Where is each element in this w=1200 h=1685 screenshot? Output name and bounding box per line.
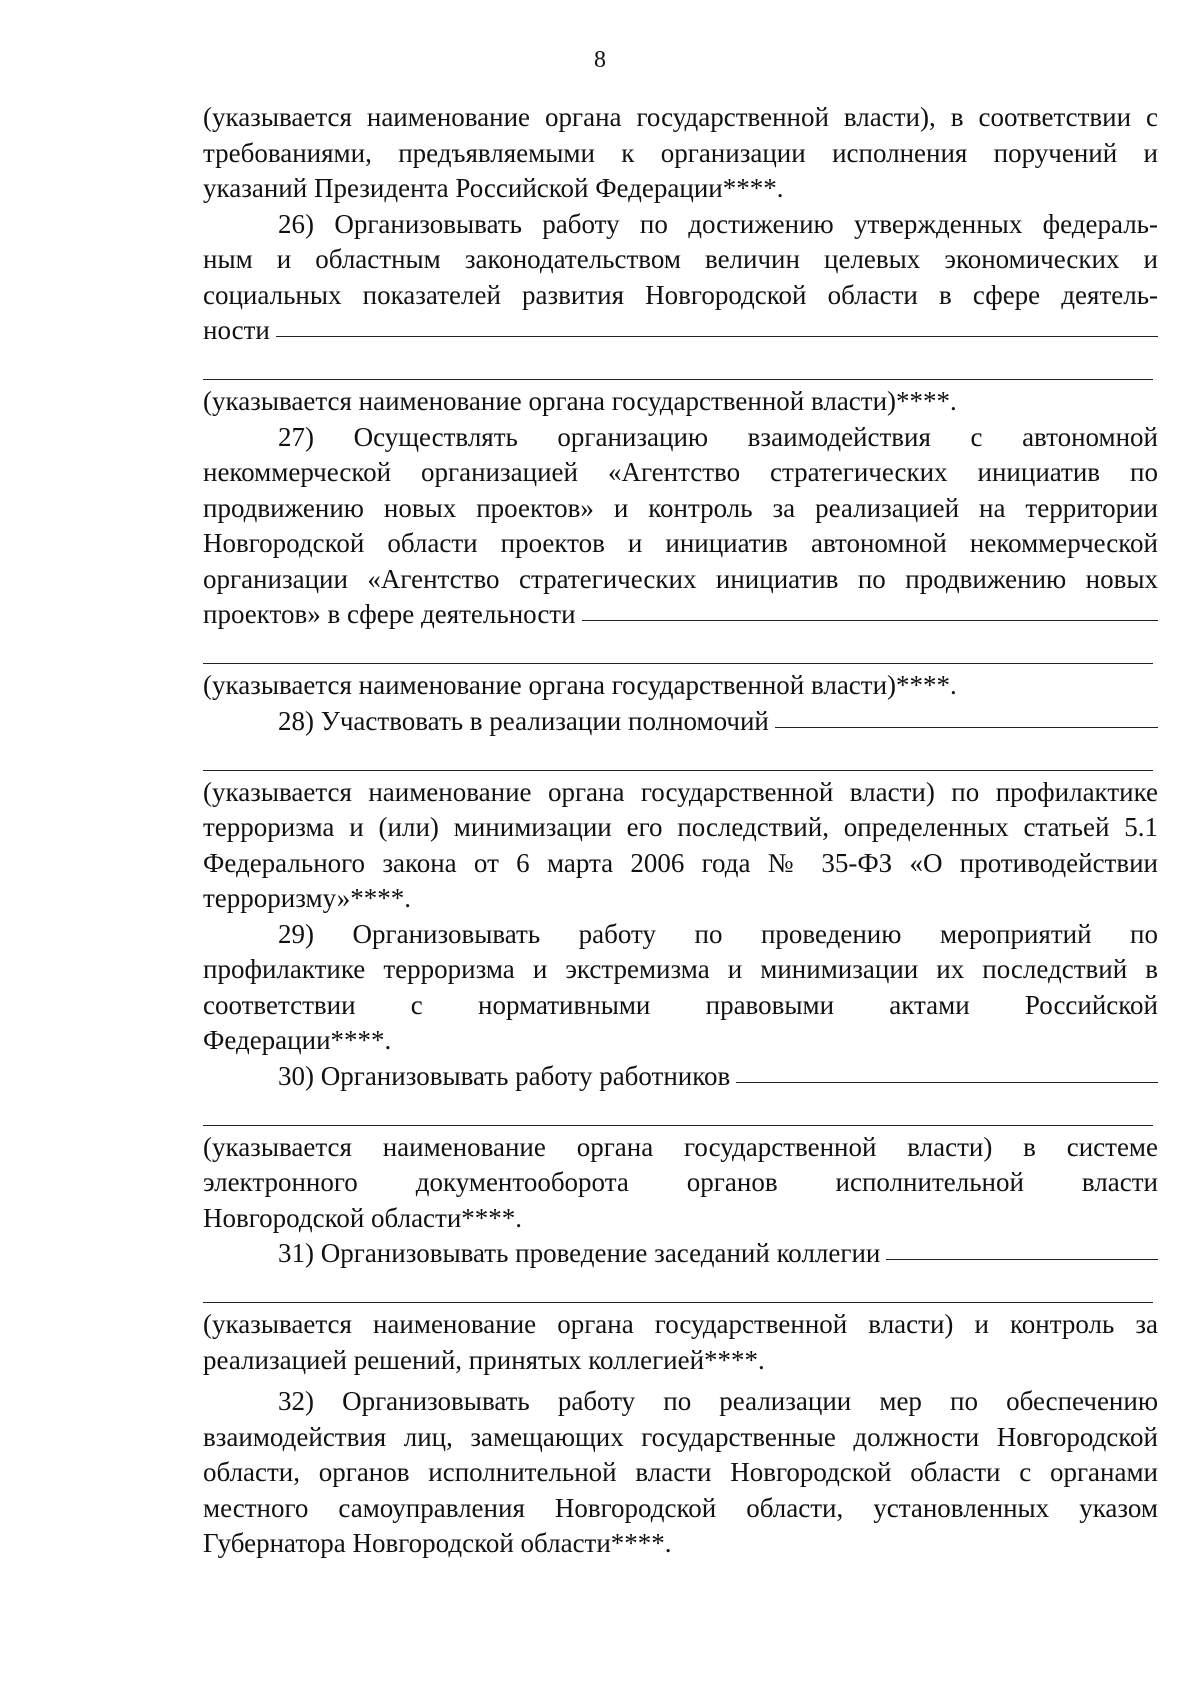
item-31-start [203, 1236, 1158, 1272]
text-line: (указывается наименование органа государственной власти) в системе [203, 1131, 1158, 1162]
text-line: Федерации****. [203, 1025, 392, 1055]
blank-line [203, 1094, 1158, 1130]
item-27-start: 27) Осуществлять организацию взаимодействия с автономной [278, 421, 1158, 452]
text-line: организации «Агентство стратегических инициатив по продвижению новых [203, 563, 1158, 594]
text-line: Новгородской области****. [203, 1202, 523, 1233]
document-body [203, 100, 1158, 1562]
fill-in-line [203, 597, 1158, 633]
text-line: (указывается наименование органа государственной власти)****. [203, 670, 957, 700]
blank-underline [203, 379, 1153, 380]
text-fragment: проектов» в сфере деятельности [203, 599, 576, 629]
text-line: (указывается наименование органа государственной власти) и контроль за [203, 1309, 1158, 1339]
blank-underline [203, 770, 1153, 771]
text-line: ным и областным законодательством величин целевых экономических и [203, 244, 1158, 274]
text-line: продвижению новых проектов» и контроль за реализацией на территории [203, 492, 1158, 523]
text-line: терроризма и (или) минимизации его последствий, определенных статьей 5.1 [203, 812, 1158, 842]
item-29-start: 29) Организовывать работу по проведению мероприятий по [278, 918, 1158, 949]
text-line: требованиями, предъявляемыми к организации исполнения поручений и [203, 137, 1158, 168]
text-line: реализацией решений, принятых коллегией****. [203, 1344, 765, 1375]
text-line: местного самоуправления Новгородской области, установленных указом [203, 1492, 1158, 1523]
text-line: Федерального закона от 6 марта 2006 года № 35-ФЗ «О противодействии [203, 847, 1158, 878]
text-fragment: ности [203, 315, 270, 345]
text-line: (указывается наименование органа государственной власти) по профилактике [203, 776, 1158, 807]
page-number: 8 [594, 47, 606, 73]
blank-underline [736, 1081, 1158, 1083]
blank-underline [203, 1302, 1153, 1303]
blank-underline [775, 726, 1158, 728]
text-line: Губернатора Новгородской области****. [203, 1528, 672, 1558]
item-28-start [203, 704, 1158, 740]
text-line: соответствии с нормативными правовыми актами Российской [203, 989, 1158, 1020]
text-line: области, органов исполнительной власти Новгородской области с органами [203, 1457, 1158, 1487]
item-26-start: 26) Организовывать работу по достижению утвержденных федераль- [278, 208, 1158, 239]
blank-underline [203, 663, 1153, 664]
text-line: электронного документооборота органов исполнительной власти [203, 1167, 1158, 1197]
blank-line [203, 633, 1158, 669]
blank-line [203, 739, 1158, 775]
blank-underline [582, 619, 1158, 621]
text-line: Новгородской области проектов и инициатив автономной некоммерческой [203, 528, 1158, 558]
fill-in-line [203, 313, 1158, 349]
text-line: профилактике терроризма и экстремизма и минимизации их последствий в [203, 954, 1158, 984]
text-line: социальных показателей развития Новгородской области в сфере деятель- [203, 279, 1158, 310]
text-line: (указывается наименование органа государственной власти), в соответствии с [203, 102, 1158, 132]
text-line: терроризму»****. [203, 883, 412, 913]
item-30-start [203, 1059, 1158, 1095]
text-line: (указывается наименование органа государственной власти)****. [203, 386, 957, 416]
text-line: некоммерческой организацией «Агентство стратегических инициатив по [203, 457, 1158, 487]
blank-underline [203, 1125, 1153, 1126]
text-line: указаний Президента Российской Федерации****. [203, 173, 784, 203]
blank-line [203, 349, 1158, 385]
text-line: взаимодействия лиц, замещающих государственные должности Новгородской [203, 1421, 1158, 1452]
blank-line [203, 1272, 1158, 1308]
text-fragment: 30) Организовывать работу работников [278, 1060, 731, 1091]
blank-underline [886, 1258, 1158, 1260]
blank-underline [276, 335, 1158, 337]
text-fragment: 31) Организовывать проведение заседаний коллегии [278, 1238, 881, 1268]
item-32-start: 32) Организовывать работу по реализации мер по обеспечению [278, 1386, 1158, 1416]
text-fragment: 28) Участвовать в реализации полномочий [278, 705, 769, 736]
